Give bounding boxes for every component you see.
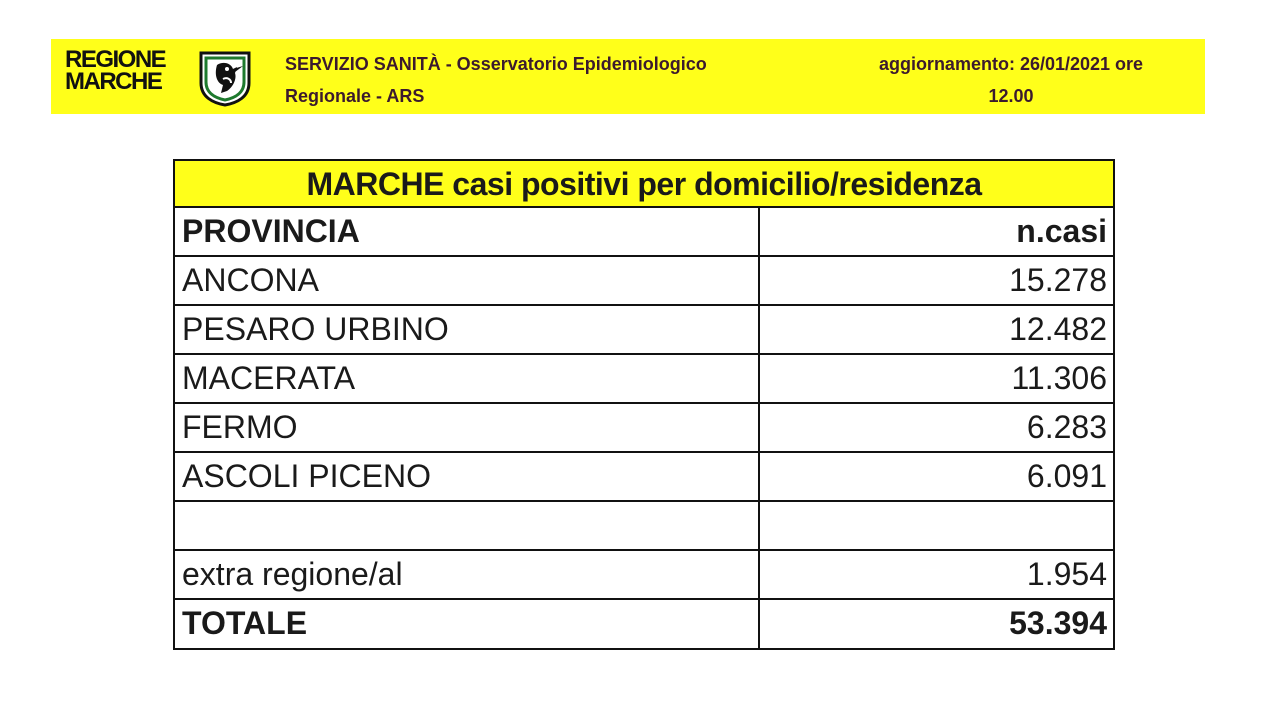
provincia-cell: extra regione/al <box>175 551 760 598</box>
table-row <box>175 306 1113 355</box>
table-row <box>175 257 1113 306</box>
casi-cell: 1.954 <box>1026 556 1107 592</box>
service-title <box>285 48 805 112</box>
provincia-cell: ANCONA <box>175 257 760 304</box>
casi-cell: 15.278 <box>1009 262 1107 298</box>
table-title: MARCHE casi positivi per domicilio/residenza <box>175 161 1113 208</box>
logo-line-1: REGIONE <box>65 46 166 73</box>
table-row <box>175 453 1113 502</box>
table-row-empty <box>175 502 1113 551</box>
provincia-cell: MACERATA <box>175 355 760 402</box>
casi-cell: 12.482 <box>1009 311 1107 347</box>
regione-marche-logo <box>65 46 255 107</box>
column-header-provincia: PROVINCIA <box>175 208 760 255</box>
service-line-1: SERVIZIO SANITÀ - Osservatorio Epidemiologico <box>285 54 707 74</box>
casi-cell: 6.283 <box>1026 409 1107 445</box>
table-header-row <box>175 208 1113 257</box>
header-banner <box>51 39 1205 114</box>
table-row <box>175 551 1113 600</box>
table-row <box>175 355 1113 404</box>
column-header-casi: n.casi <box>1016 213 1107 249</box>
casi-cell: 11.306 <box>1011 360 1107 396</box>
update-line-2: 12.00 <box>988 86 1034 106</box>
service-line-2: Regionale - ARS <box>285 86 425 106</box>
cases-table <box>173 159 1115 650</box>
provincia-cell: ASCOLI PICENO <box>175 453 760 500</box>
table-total-row <box>175 600 1113 649</box>
total-label: TOTALE <box>175 600 760 649</box>
marche-emblem-icon <box>197 49 253 107</box>
provincia-cell: PESARO URBINO <box>175 306 760 353</box>
update-line-1: aggiornamento: 26/01/2021 ore <box>878 54 1144 74</box>
table-row <box>175 404 1113 453</box>
logo-line-2: MARCHE <box>65 68 162 95</box>
total-value: 53.394 <box>1009 605 1107 641</box>
logo-text <box>65 46 166 95</box>
provincia-cell <box>175 502 760 549</box>
casi-cell <box>760 502 1113 549</box>
casi-cell: 6.091 <box>1026 458 1107 494</box>
provincia-cell: FERMO <box>175 404 760 451</box>
update-timestamp <box>841 48 1181 112</box>
